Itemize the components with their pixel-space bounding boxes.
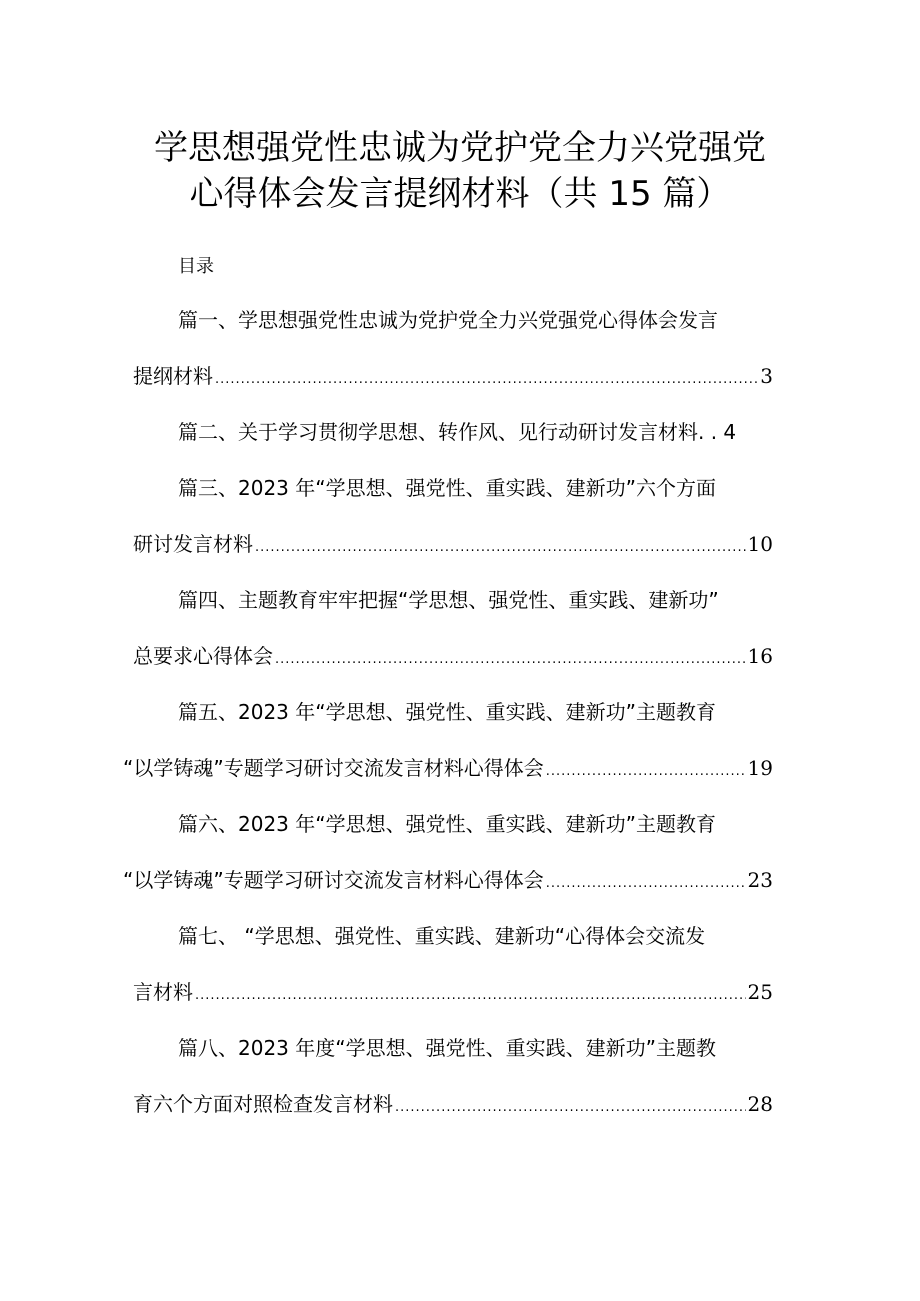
toc-entry-4-title[interactable]: 篇四、主题教育牢牢把握“学思想、强党性、重实践、建新功”: [178, 588, 719, 612]
toc-heading: 目录: [178, 256, 214, 277]
toc-entry-2-title[interactable]: 篇二、关于学习贯彻学思想、转作风、见行动研讨发言材料. . 4: [178, 420, 737, 444]
page-number: 10: [747, 532, 773, 556]
page-number: 16: [747, 644, 773, 668]
toc-entry-text: “以学铸魂”专题学习研讨交流发言材料心得体会: [123, 756, 544, 780]
toc-entry-text: 总要求心得体会: [133, 644, 273, 668]
dot-leader: [215, 366, 758, 394]
toc-entry-7-continuation[interactable]: [133, 978, 773, 1010]
dot-leader: [546, 870, 746, 898]
toc-entry-text: 研讨发言材料: [133, 532, 253, 556]
page-number: 3: [760, 364, 773, 388]
page-number: 19: [747, 756, 773, 780]
dot-leader: [395, 1094, 746, 1122]
toc-entry-3-continuation[interactable]: [133, 530, 773, 562]
page-number: 28: [747, 1092, 773, 1116]
toc-entry-text: 言材料: [133, 980, 193, 1004]
dot-leader: [255, 534, 746, 562]
toc-entry-3-title[interactable]: 篇三、2023 年“学思想、强党性、重实践、建新功”六个方面: [178, 476, 716, 500]
title-line-1: 学思想强党性忠诚为党护党全力兴党强党: [154, 128, 766, 168]
toc-entry-8-title[interactable]: 篇八、2023 年度“学思想、强党性、重实践、建新功”主题教: [178, 1036, 716, 1060]
toc-entry-text: 提纲材料: [133, 364, 213, 388]
dot-leader: [546, 758, 746, 786]
dot-leader: [195, 982, 746, 1010]
toc-entry-8-continuation[interactable]: [133, 1090, 773, 1122]
dot-leader: [275, 646, 746, 674]
toc-entry-5-title[interactable]: 篇五、2023 年“学思想、强党性、重实践、建新功”主题教育: [178, 700, 716, 724]
toc-entry-1-continuation[interactable]: [133, 362, 773, 394]
toc-entry-6-title[interactable]: 篇六、2023 年“学思想、强党性、重实践、建新功”主题教育: [178, 812, 716, 836]
toc-entry-4-continuation[interactable]: [133, 642, 773, 674]
page-number: 23: [747, 868, 773, 892]
title-line-2: 心得体会发言提纲材料（共 15 篇）: [189, 174, 731, 214]
toc-entry-6-continuation[interactable]: [123, 866, 773, 898]
toc-entry-text: “以学铸魂”专题学习研讨交流发言材料心得体会: [123, 868, 544, 892]
page-number: 25: [747, 980, 773, 1004]
toc-entry-text: 育六个方面对照检查发言材料: [133, 1092, 393, 1116]
toc-entry-7-title[interactable]: 篇七、 “学思想、强党性、重实践、建新功“心得体会交流发: [178, 924, 706, 948]
toc-entry-1-title[interactable]: 篇一、学思想强党性忠诚为党护党全力兴党强党心得体会发言: [178, 308, 718, 332]
toc-entry-5-continuation[interactable]: [123, 754, 773, 786]
